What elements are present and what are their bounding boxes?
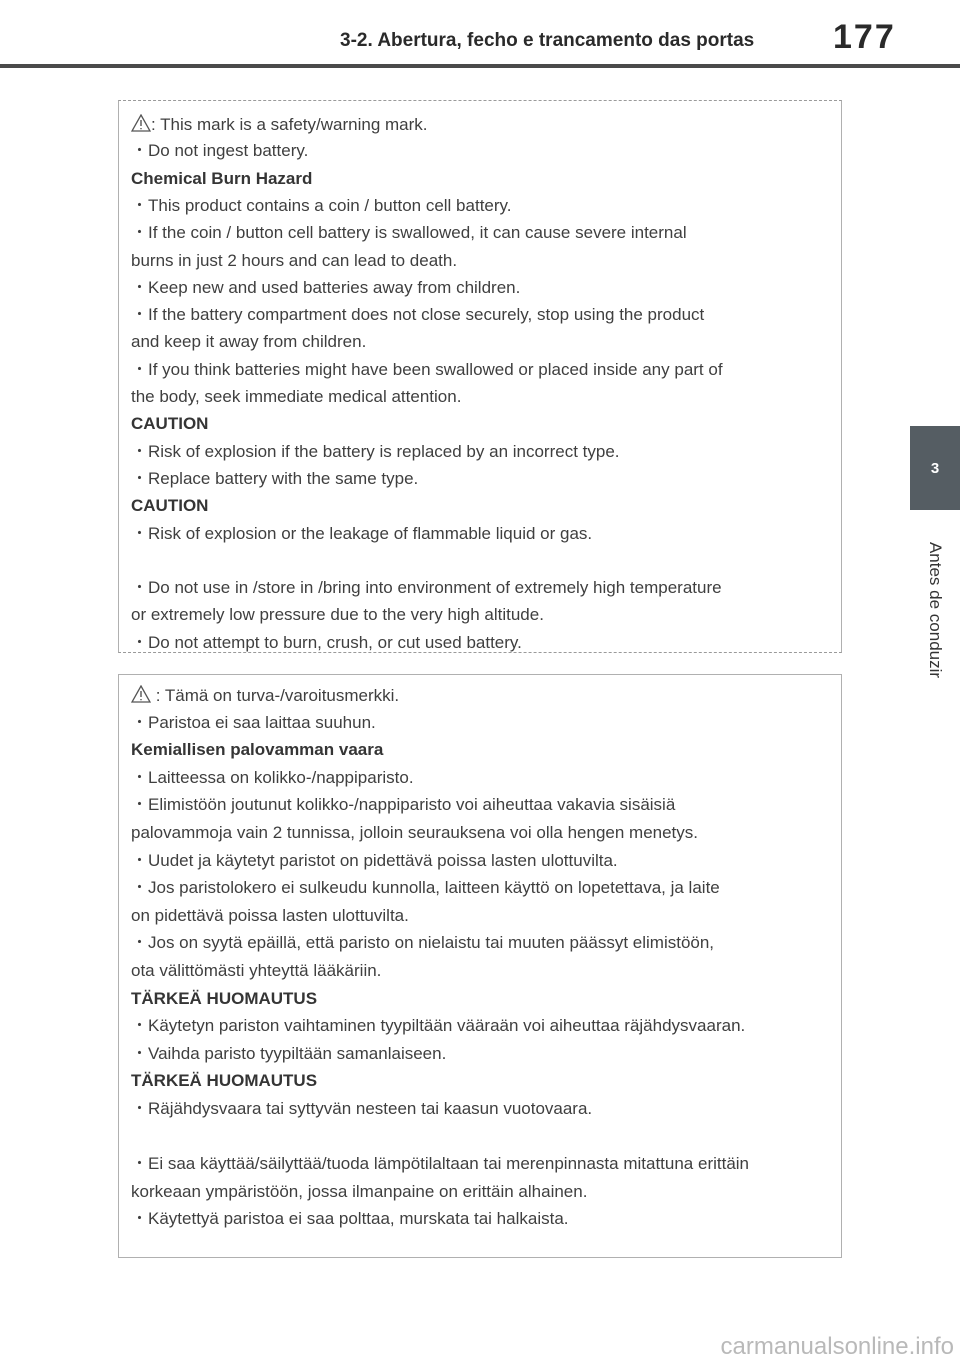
notice-text: ・If the coin / button cell battery is swallowed, it can cause severe internal — [131, 223, 687, 243]
notice-line — [131, 633, 522, 653]
notice-line — [131, 387, 461, 407]
notice-line — [131, 685, 399, 706]
notice-line — [131, 605, 544, 625]
notice-text: ・Vaihda paristo tyypiltään samanlaiseen. — [131, 1043, 447, 1063]
notice-heading — [131, 740, 383, 760]
notice-text: ・If the battery compartment does not close securely, stop using the product — [131, 305, 705, 325]
notice-text: CAUTION — [131, 496, 209, 516]
notice-line — [131, 251, 457, 271]
notice-line — [131, 1209, 569, 1229]
notice-line — [131, 851, 618, 871]
notice-text: ・This product contains a coin / button cell battery. — [131, 195, 512, 215]
notice-line — [131, 1154, 749, 1174]
notice-text: ・Risk of explosion if the battery is replaced by an incorrect type. — [131, 441, 620, 461]
notice-line — [131, 114, 428, 135]
notice-text: ・Uudet ja käytetyt paristot on pidettävä poissa lasten ulottuvilta. — [131, 850, 618, 870]
notice-text: ・Jos paristolokero ei sulkeudu kunnolla, laitteen käyttö on lopetettava, ja laite — [131, 878, 720, 898]
warning-triangle-icon — [131, 685, 151, 703]
notice-line — [131, 795, 675, 815]
notice-line — [131, 223, 687, 243]
notice-text: ・Do not attempt to burn, crush, or cut used battery. — [131, 632, 522, 652]
notice-text: burns in just 2 hours and can lead to death. — [131, 250, 458, 270]
section-title: 3-2. Abertura, fecho e trancamento das portas — [340, 30, 755, 51]
notice-text: ・Jos on syytä epäillä, että paristo on nielaistu tai muuten päässyt elimistöön, — [131, 933, 715, 953]
notice-line — [131, 196, 512, 216]
notice-line — [131, 305, 704, 325]
notice-line — [131, 961, 381, 981]
notice-text: TÄRKEÄ HUOMAUTUS — [131, 988, 318, 1008]
notice-heading — [131, 1071, 317, 1091]
notice-line — [131, 823, 698, 843]
notice-line — [131, 278, 520, 298]
notice-line — [131, 360, 723, 380]
notice-heading — [131, 496, 208, 516]
notice-text: : This mark is a safety/warning mark. — [151, 115, 428, 134]
notice-line — [131, 1182, 587, 1202]
notice-text: ・Käytetyn pariston vaihtaminen tyypiltään vääraän voi aiheuttaa räjähdysvaaran. — [131, 1016, 746, 1036]
notice-text: and keep it away from children. — [131, 332, 367, 352]
notice-text: palovammoja vain 2 tunnissa, jolloin seurauksena voi olla hengen menetys. — [131, 823, 699, 842]
notice-line — [131, 933, 714, 953]
notice-text: Chemical Burn Hazard — [131, 168, 313, 188]
notice-text: ・Käytettyä paristoa ei saa polttaa, murskata tai halkaista. — [131, 1209, 569, 1229]
notice-text: : Tämä on turva-/varoitusmerkki. — [151, 686, 400, 705]
notice-text: ・Replace battery with the same type. — [131, 468, 419, 488]
notice-heading — [131, 989, 317, 1009]
notice-text: Kemiallisen palovamman vaara — [131, 740, 384, 760]
notice-line — [131, 713, 376, 733]
notice-line — [131, 1044, 446, 1064]
notice-line — [131, 906, 409, 926]
page-header — [0, 0, 960, 70]
notice-text: ・Räjähdysvaara tai syttyvän nesteen tai kaasun vuotovaara. — [131, 1099, 593, 1118]
chapter-number: 3 — [930, 459, 940, 477]
notice-line — [131, 878, 720, 898]
notice-line — [131, 1099, 592, 1119]
notice-line — [131, 332, 366, 352]
notice-text: ・Laitteessa on kolikko-/nappiparisto. — [131, 767, 414, 787]
notice-text: korkeaan ympäristöön, jossa ilmanpaine on erittäin alhainen. — [131, 1181, 588, 1201]
notice-text: the body, seek immediate medical attention. — [131, 387, 462, 406]
notice-text: ・If you think batteries might have been swallowed or placed inside any part of — [131, 359, 723, 379]
english-safety-notice — [118, 100, 842, 653]
notice-text: TÄRKEÄ HUOMAUTUS — [131, 1071, 318, 1091]
notice-text: ・Do not ingest battery. — [131, 141, 309, 161]
notice-text: ・Paristoa ei saa laittaa suuhun. — [131, 712, 376, 732]
notice-text: ota välittömästi yhteyttä lääkäriin. — [131, 961, 382, 980]
notice-text: ・Risk of explosion or the leakage of flammable liquid or gas. — [131, 523, 593, 543]
notice-line — [131, 442, 620, 462]
warning-triangle-icon — [131, 114, 151, 132]
notice-text: ・Keep new and used batteries away from children. — [131, 277, 521, 297]
notice-text: or extremely low pressure due to the very high altitude. — [131, 605, 544, 625]
header-rule — [0, 64, 960, 68]
notice-line — [131, 1016, 745, 1036]
notice-line — [131, 469, 418, 489]
footer-watermark: carmanualsonline.info — [720, 1333, 954, 1360]
notice-text: ・Do not use in /store in /bring into environment of extremely high temperature — [131, 578, 722, 598]
notice-line — [131, 768, 414, 788]
notice-line — [131, 141, 308, 161]
notice-text: CAUTION — [131, 414, 209, 434]
notice-text: ・Ei saa käyttää/säilyttää/tuoda lämpötilaltaan tai merenpinnasta mitattuna erittäin — [131, 1154, 750, 1174]
notice-text: ・Elimistöön joutunut kolikko-/nappiparisto voi aiheuttaa vakavia sisäisiä — [131, 795, 676, 815]
chapter-label: Antes de conduzir — [926, 541, 945, 679]
chapter-tab — [910, 426, 960, 510]
page-number: 177 — [833, 18, 896, 56]
finnish-safety-notice — [118, 674, 842, 1258]
notice-text: on pidettävä poissa lasten ulottuvilta. — [131, 905, 409, 925]
notice-heading — [131, 169, 312, 189]
notice-line — [131, 578, 722, 598]
notice-line — [131, 524, 592, 544]
notice-heading — [131, 414, 208, 434]
